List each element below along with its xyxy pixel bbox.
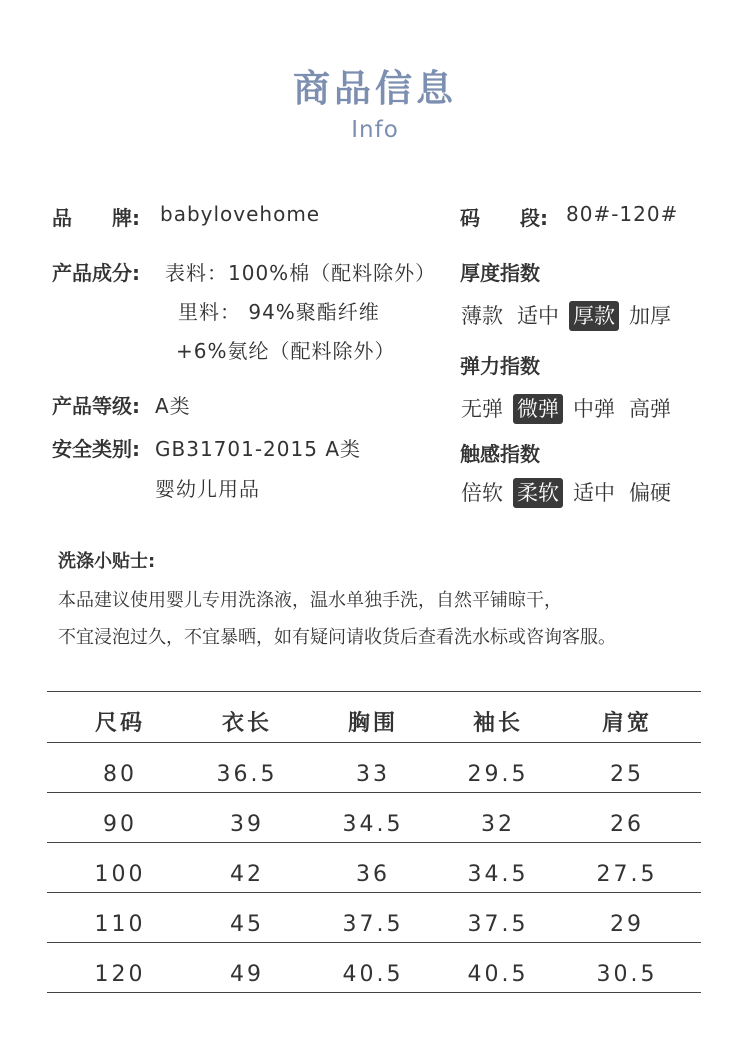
thickness-option: 适中 [517, 304, 559, 328]
table-divider [47, 992, 701, 993]
table-cell: 120 [94, 962, 146, 987]
table-cell: 26 [610, 812, 644, 837]
table-cell: 34.5 [342, 812, 404, 837]
table-cell: 34.5 [467, 862, 529, 887]
safety-line: 婴幼儿用品 [155, 477, 260, 501]
thickness-index-title: 厚度指数 [460, 261, 540, 285]
touch-option: 适中 [573, 481, 615, 505]
grade-label: 产品等级: [52, 394, 140, 418]
table-cell: 36 [356, 862, 390, 887]
table-cell: 25 [610, 762, 644, 787]
brand-label: 品 牌: [52, 206, 140, 230]
touch-index-title: 触感指数 [460, 442, 540, 466]
page-subtitle: Info [351, 117, 399, 143]
table-header-cell: 胸围 [347, 711, 398, 736]
composition-line: +6%氨纶（配料除外） [176, 339, 396, 363]
brand-value: babylovehome [160, 202, 321, 226]
table-divider [47, 842, 701, 843]
table-cell: 33 [356, 762, 390, 787]
table-cell: 29.5 [467, 762, 529, 787]
table-header-cell: 尺码 [94, 711, 145, 736]
elasticity-option: 高弹 [629, 397, 671, 421]
page-title: 商品信息 [293, 67, 457, 110]
touch-option: 偏硬 [629, 481, 671, 505]
table-cell: 40.5 [342, 962, 404, 987]
grade-value: A类 [155, 394, 191, 418]
elasticity-option: 中弹 [573, 397, 615, 421]
safety-line: GB31701-2015 A类 [155, 437, 361, 461]
table-cell: 49 [230, 962, 264, 987]
washing-tips-title: 洗涤小贴士: [58, 551, 156, 572]
safety-label: 安全类别: [52, 437, 140, 461]
washing-tips-line: 不宜浸泡过久，不宜暴晒，如有疑问请收货后查看洗水标或咨询客服。 [58, 627, 616, 648]
elasticity-index-options [457, 394, 681, 424]
table-cell: 37.5 [342, 912, 404, 937]
composition-line: 里料： 94%聚酯纤维 [178, 300, 380, 324]
table-cell: 42 [230, 862, 264, 887]
table-cell: 100 [94, 862, 146, 887]
elasticity-option: 微弹 [513, 394, 563, 424]
table-cell: 39 [230, 812, 264, 837]
touch-option: 柔软 [513, 478, 563, 508]
thickness-option: 厚款 [569, 301, 619, 331]
thickness-index-options [457, 301, 681, 331]
table-divider [47, 742, 701, 743]
table-cell: 29 [610, 912, 644, 937]
table-divider [47, 942, 701, 943]
washing-tips-line: 本品建议使用婴儿专用洗涤液，温水单独手洗，自然平铺晾干， [58, 590, 562, 611]
table-header-cell: 肩宽 [601, 711, 652, 736]
size-range-value: 80#-120# [566, 202, 679, 226]
table-divider [47, 892, 701, 893]
elasticity-option: 无弹 [461, 397, 503, 421]
thickness-option: 薄款 [461, 304, 503, 328]
table-cell: 80 [103, 762, 137, 787]
table-cell: 27.5 [596, 862, 658, 887]
table-cell: 30.5 [596, 962, 658, 987]
table-cell: 32 [481, 812, 515, 837]
table-cell: 37.5 [467, 912, 529, 937]
table-header-cell: 袖长 [472, 711, 523, 736]
table-cell: 40.5 [467, 962, 529, 987]
table-header-cell: 衣长 [221, 711, 272, 736]
table-divider [47, 691, 701, 692]
table-cell: 36.5 [216, 762, 278, 787]
touch-index-options [457, 478, 681, 508]
composition-line: 表料：100%棉（配料除外） [165, 261, 437, 285]
table-cell: 110 [94, 912, 146, 937]
table-divider [47, 792, 701, 793]
composition-label: 产品成分: [52, 261, 140, 285]
thickness-option: 加厚 [629, 304, 671, 328]
size-range-label: 码 段: [460, 206, 548, 230]
table-cell: 90 [103, 812, 137, 837]
touch-option: 倍软 [461, 481, 503, 505]
table-cell: 45 [230, 912, 264, 937]
elasticity-index-title: 弹力指数 [460, 354, 540, 378]
